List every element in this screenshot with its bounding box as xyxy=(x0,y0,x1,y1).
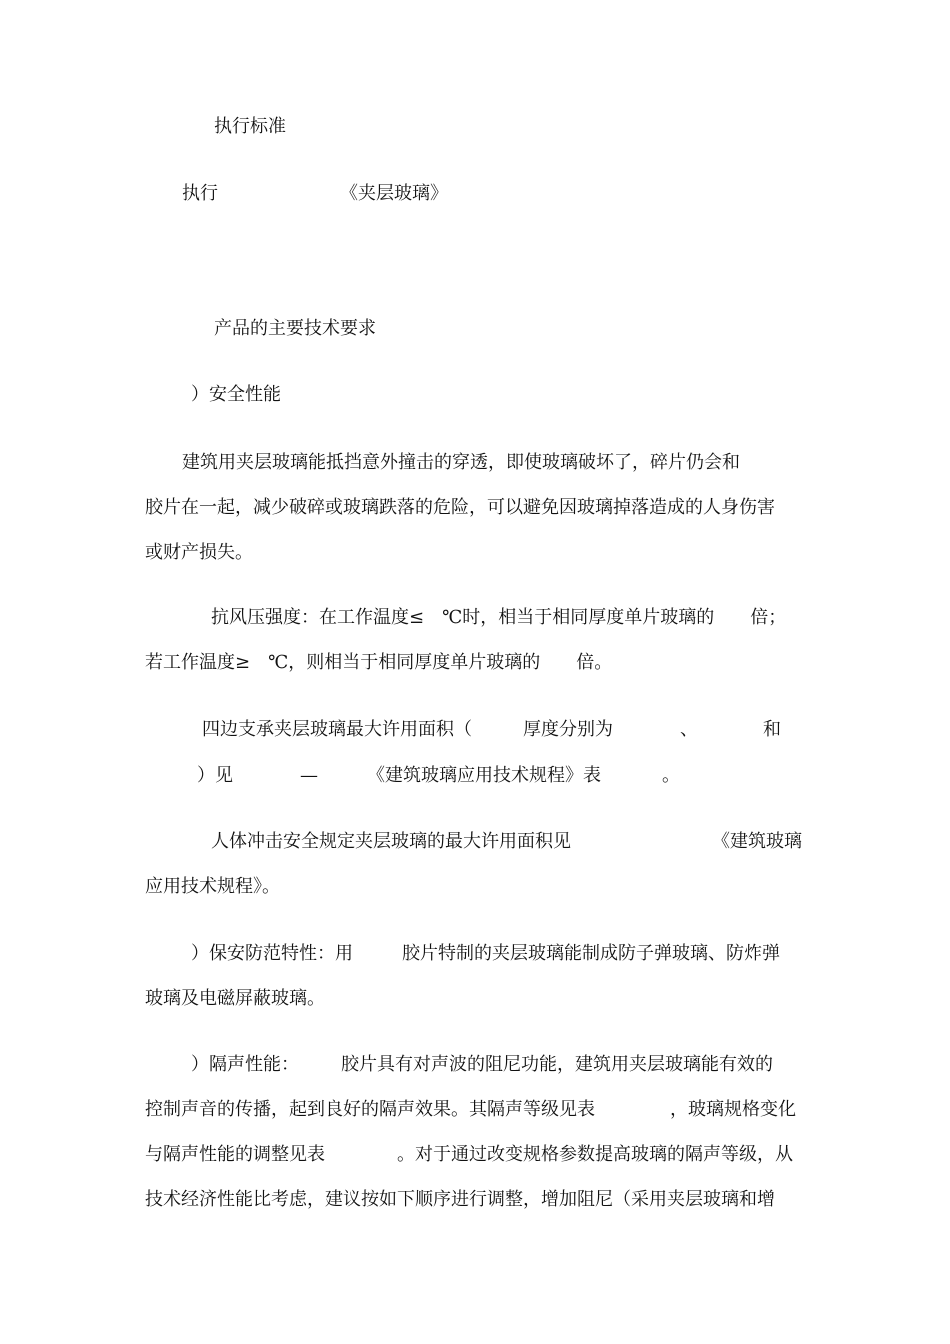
security-line-text: ）保安防范特性：用 xyxy=(191,943,353,964)
area-line-text: 。 xyxy=(662,765,680,786)
area-line-text: 《建筑玻璃应用技术规程》表 xyxy=(367,765,601,786)
standard-document-title: 《夹层玻璃》 xyxy=(340,183,448,204)
section-heading-standard: 执行标准 xyxy=(214,116,286,137)
acoustic-line-text: 胶片具有对声波的阻尼功能，建筑用夹层玻璃能有效的 xyxy=(341,1054,773,1075)
area-line-text: 厚度分别为 xyxy=(523,719,613,740)
area-line-text: ）见 xyxy=(197,765,233,786)
acoustic-line-text: 控制声音的传播，起到良好的隔声效果。其隔声等级见表 xyxy=(145,1099,595,1120)
safety-paragraph-line: 或财产损失。 xyxy=(145,542,253,563)
safety-paragraph-line: 胶片在一起，减少破碎或玻璃跌落的危险，可以避免因玻璃掉落造成的人身伤害 xyxy=(145,497,775,518)
acoustic-line-text: ）隔声性能： xyxy=(191,1054,299,1075)
impact-line-text: 人体冲击安全规定夹层玻璃的最大许用面积见 xyxy=(211,831,571,852)
acoustic-line-text: 。对于通过改变规格参数提高玻璃的隔声等级，从 xyxy=(397,1144,793,1165)
acoustic-line-text: ，玻璃规格变化 xyxy=(670,1099,796,1120)
section-heading-requirements: 产品的主要技术要求 xyxy=(214,318,376,339)
impact-line-text: 应用技术规程》。 xyxy=(145,876,280,897)
wind-pressure-line: 抗风压强度：在工作温度≤ ℃时，相当于相同厚度单片玻璃的 倍； xyxy=(211,607,787,628)
area-line-text: 和 xyxy=(763,719,781,740)
acoustic-line-text: 技术经济性能比考虑，建议按如下顺序进行调整，增加阻尼（采用夹层玻璃和增 xyxy=(145,1189,775,1210)
safety-paragraph-line: 建筑用夹层玻璃能抵挡意外撞击的穿透，即使玻璃破坏了，碎片仍会和 xyxy=(182,452,740,473)
subsection-title-safety: ）安全性能 xyxy=(191,384,281,405)
acoustic-line-text: 与隔声性能的调整见表 xyxy=(145,1144,325,1165)
area-line-text: — xyxy=(300,765,318,786)
standard-line-prefix: 执行 xyxy=(182,183,218,204)
security-line-text: 胶片特制的夹层玻璃能制成防子弹玻璃、防炸弹 xyxy=(402,943,780,964)
area-line-text: 、 xyxy=(680,719,698,740)
area-line-text: 四边支承夹层玻璃最大许用面积（ xyxy=(202,719,472,740)
security-line-text: 玻璃及电磁屏蔽玻璃。 xyxy=(145,988,325,1009)
impact-line-text: 《建筑玻璃 xyxy=(712,831,802,852)
wind-pressure-line: 若工作温度≥ ℃，则相当于相同厚度单片玻璃的 倍。 xyxy=(145,652,613,673)
